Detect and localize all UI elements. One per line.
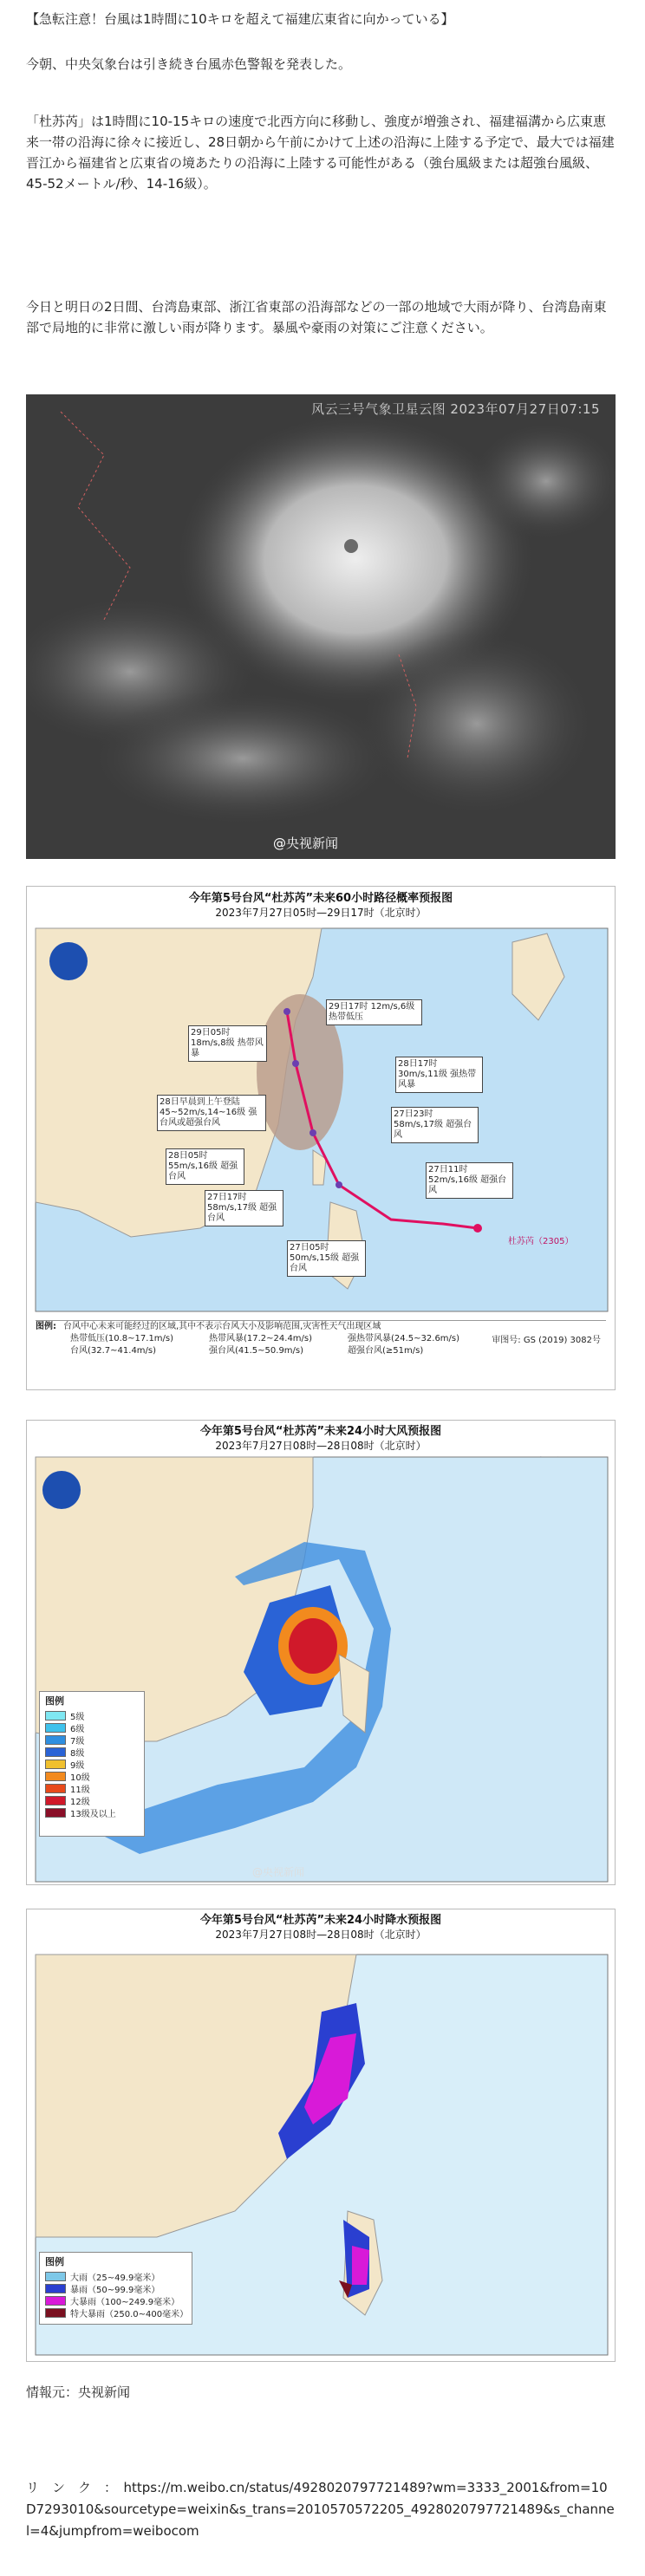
track-label-landfall: 28日早晨到上午登陆 45~52m/s,14~16级 强台风或超强台风 [157,1095,266,1131]
wind-map-credit: @央视新闻 [252,1866,305,1878]
track-label-28-05: 28日05时 55m/s,16级 超强台风 [166,1148,244,1185]
rain-map-subtitle: 2023年7月27日08时—28日08时（北京时） [215,1929,427,1941]
track-label-29-05: 29日05时 18m/s,8级 热带风暴 [188,1025,267,1062]
paragraph-1: 今朝、中央気象台は引き続き台風赤色警報を発表した。 [26,56,352,72]
track-label-27-05: 27日05时 50m/s,15级 超强台风 [287,1240,366,1277]
paragraph-3: 今日と明日の2日間、台湾島東部、浙江省東部の沿海部などの一部の地域で大雨が降り、台湾島南東部で局地的に非常に激しい雨が降ります。暴風や豪雨の対策にご注意ください。 [26,299,607,335]
track-map-title: 今年第5号台风“杜苏芮”未来60小时路径概率预报图 [188,892,453,905]
track-map-legend: 图例: 台风中心未来可能经过的区域,其中不表示台风大小及影响范围,灾害性天气出现区域 热带低压(10.8~17.1m/s) 热带风暴(17.2~24.4m/s) 强热带风暴(24.5~32.6m/s) 台风(32.7~41.4m/s) 强台风(41.5~50.9m/s) 超强台风(≥51m/s) 审图号: GS (2019) 3082号 [36,1320,606,1385]
satellite-caption: 风云三号气象卫星云图 2023年07月27日07:15 [311,401,600,417]
rain-map-title: 今年第5号台风“杜苏芮”未来24小时降水预报图 [199,1914,442,1927]
satellite-credit: @央视新闻 [273,836,339,851]
article-title: 【急転注意！台風は1時間に10キロを超えて福建広東省に向かっている】 [26,11,454,27]
source-line: 情報元：央视新闻 [26,2384,131,2400]
track-label-27-11: 27日11时 52m/s,16级 超强台风 [426,1162,513,1199]
wind-map-legend: 图例 5级 6级 7级 8级 9级 10级 11级 12级 13级及以上 [39,1691,145,1837]
paragraph-2: 「杜苏芮」は1時間に10-15キロの速度で北西方向に移動し、強度が増強され、福建福溝から広東恵来一帯の沿海に徐々に接近し、28日朝から午前にかけて上述の沿海に上陸する予定で、最大では福建晋江から福建省と広東省の境あたりの沿海に上陸する可能性がある（強台風級または超強台風級、45-52メートル/秒、14-16級）。 [26,114,615,192]
rain-forecast-map [26,1909,616,2362]
track-label-27-17: 27日17时 58m/s,17级 超强台风 [205,1190,283,1226]
rain-map-legend: 图例 大雨（25~49.9毫米） 暴雨（50~99.9毫米） 大暴雨（100~249.9毫米） 特大暴雨（250.0~400毫米） [39,2252,192,2325]
typhoon-name-label: 杜苏芮（2305） [508,1237,574,1246]
source-link[interactable]: リ ン ク ： https://m.weibo.cn/status/4928020797721489?wm=3333_2001&from=10D7293010&sourcetype=weixin&s_trans=2010570572205_4928020797721489&s_channel=4&jumpfrom=weibocom [26,2480,615,2539]
wind-map-title: 今年第5号台风“杜苏芮”未来24小时大风预报图 [199,1425,442,1438]
track-map-subtitle: 2023年7月27日05时—29日17时（北京时） [215,907,427,919]
wind-map-subtitle: 2023年7月27日08时—28日08时（北京时） [215,1440,427,1452]
track-label-28-17: 28日17时 30m/s,11级 强热带风暴 [395,1057,483,1093]
satellite-image [26,394,616,859]
satellite-cloud-picture [26,394,616,859]
track-label-27-23: 27日23时 58m/s,17级 超强台风 [391,1107,479,1143]
track-forecast-map [26,886,616,1390]
wind-forecast-map [26,1420,616,1885]
track-label-29-17: 29日17时 12m/s,6级 热带低压 [326,999,422,1025]
